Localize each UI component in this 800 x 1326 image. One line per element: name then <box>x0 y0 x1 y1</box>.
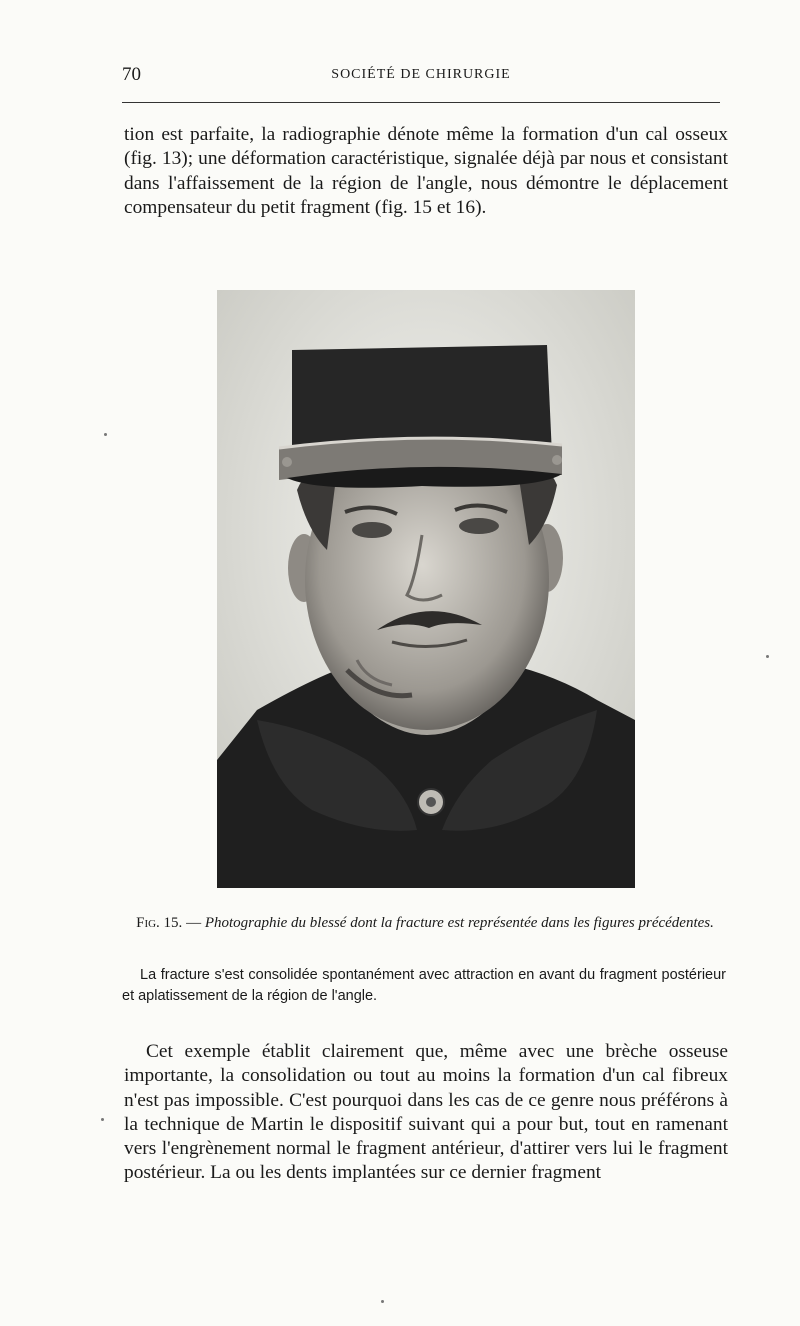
print-speck <box>101 1118 104 1121</box>
figure-label: Fig. 15. <box>136 915 183 931</box>
figure-title: Photographie du blessé dont la fracture est représentée dans les figures précédentes. <box>204 915 714 931</box>
figure-caption <box>122 913 728 933</box>
figure-description: La fracture s'est consolidée spontanément avec attraction en avant du fragment postérieur et aplatissement de la région de l'angle. <box>122 967 726 1004</box>
print-speck <box>381 1300 384 1303</box>
print-speck <box>104 433 107 436</box>
portrait-illustration <box>217 290 635 888</box>
print-speck <box>766 655 769 658</box>
portrait-photograph <box>217 290 635 888</box>
header-rule <box>122 102 720 103</box>
page-header <box>122 64 720 94</box>
body-paragraph-bottom: Cet exemple établit clairement que, même avec une brèche osseuse importante, la consolidation ou tout au moins la formation d'un cal fibreux n'est pas impossible. C'est pourquoi dans les cas de ce genre nous préférons à la technique de Martin le dispositif suivant qui a pour but, tout en ramenant vers l'engrènement normal le fragment antérieur, d'attirer vers lui le fragment postérieur. La ou les dents implantées sur ce dernier fragment <box>124 1041 728 1184</box>
figure-separator: — <box>182 915 205 931</box>
body-paragraph-top: tion est parfaite, la radiographie dénote même la formation d'un cal osseux (fig. 13); une déformation caractéristique, signalée déjà par nous et consistant dans l'affaissement de la région de l'angle, nous démontre le déplacement compensateur du petit fragment (fig. 15 et 16). <box>124 124 728 218</box>
running-title: SOCIÉTÉ DE CHIRURGIE <box>331 67 511 82</box>
page-number: 70 <box>122 64 141 85</box>
